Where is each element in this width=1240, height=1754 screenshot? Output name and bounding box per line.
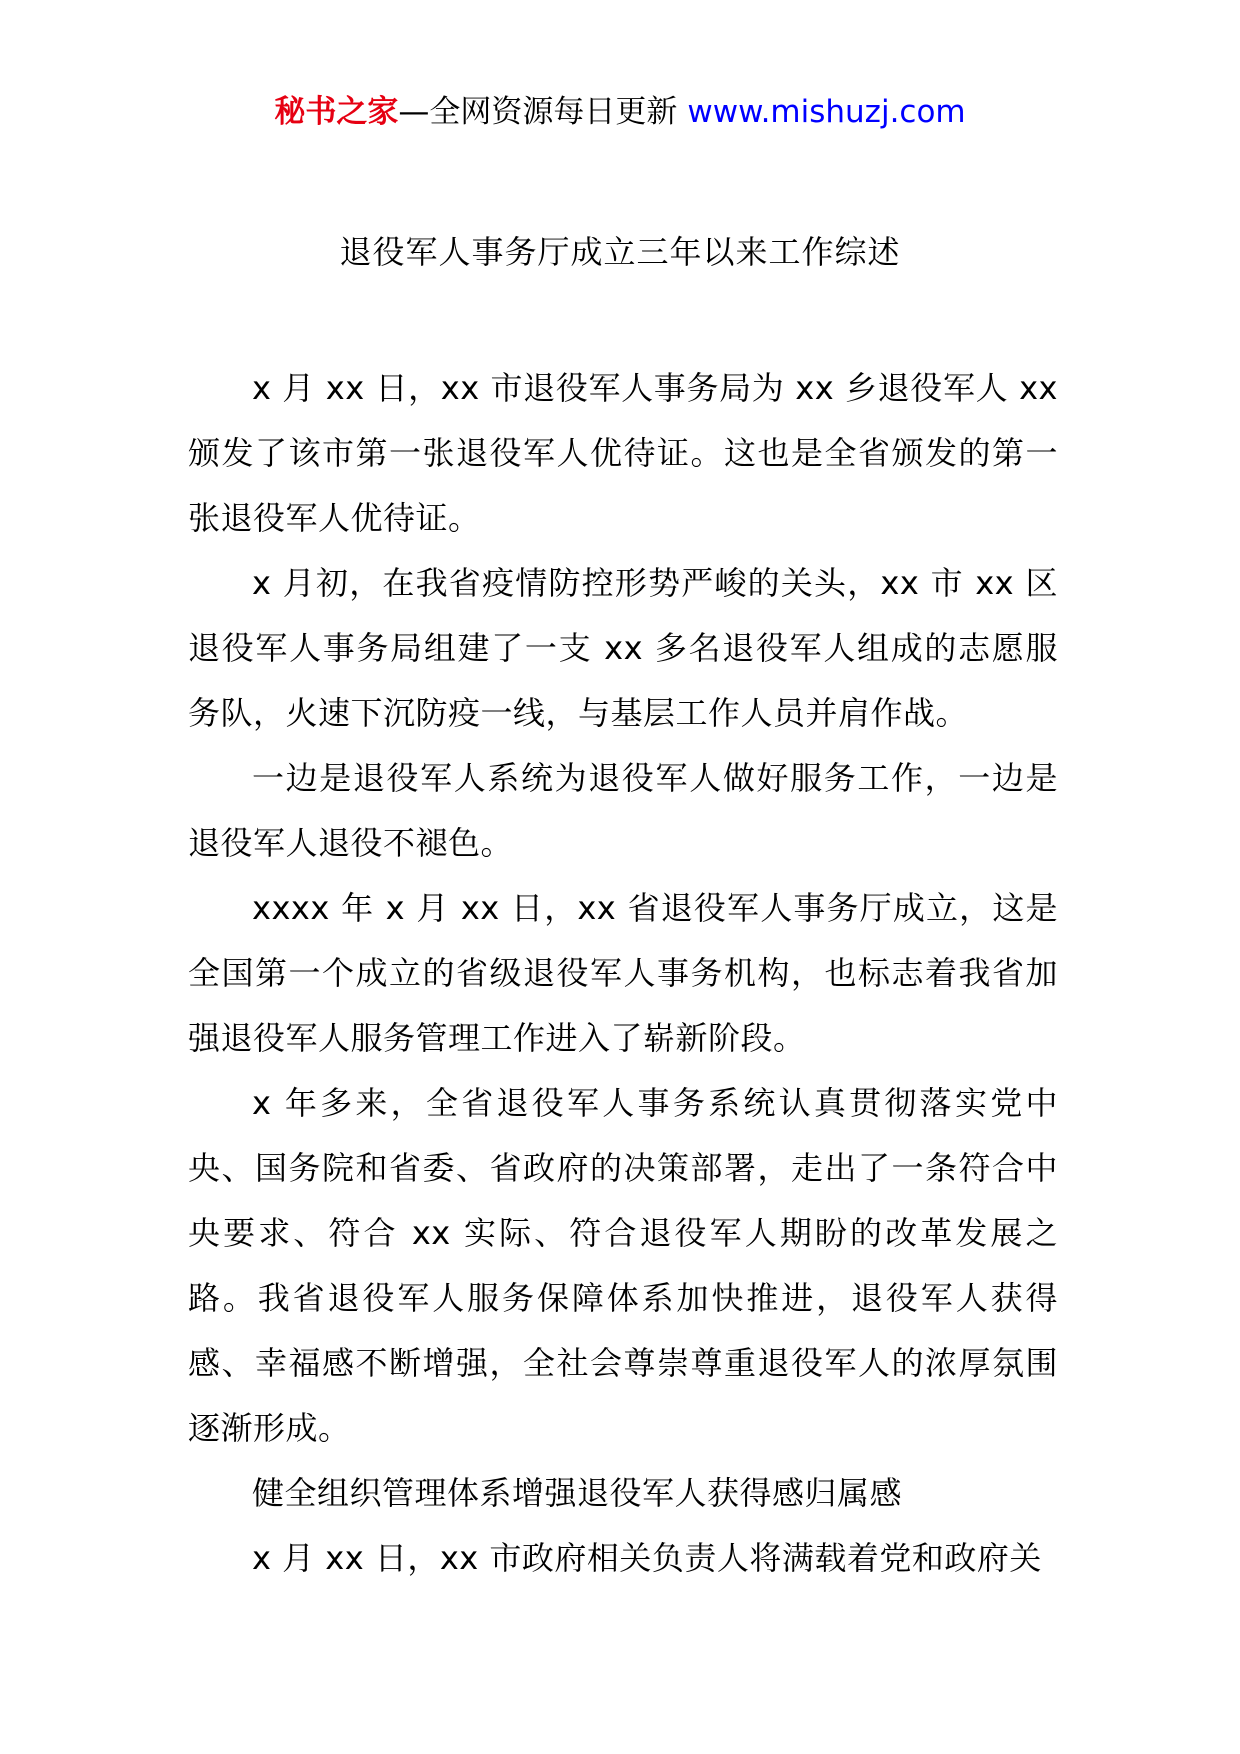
- paragraph: x 月 xx 日，xx 市政府相关负责人将满载着党和政府关: [252, 1539, 1042, 1577]
- section-heading: 健全组织管理体系增强退役军人获得感归属感: [252, 1474, 903, 1512]
- site-url-link[interactable]: www.mishuzj.com: [687, 94, 966, 130]
- paragraph: 一边是退役军人系统为退役军人做好服务工作，一边是退役军人退役不褪色。: [188, 759, 1058, 862]
- site-tagline: —全网资源每日更新: [398, 94, 678, 130]
- site-header: [0, 92, 1240, 132]
- document-title: 退役军人事务厅成立三年以来工作综述: [339, 233, 901, 271]
- site-brand: 秘书之家: [274, 94, 399, 130]
- paragraph: xxxx 年 x 月 xx 日，xx 省退役军人事务厅成立，这是全国第一个成立的省级退役军人事务机构，也标志着我省加强退役军人服务管理工作进入了崭新阶段。: [188, 889, 1058, 1057]
- paragraph: x 年多来，全省退役军人事务系统认真贯彻落实党中央、国务院和省委、省政府的决策部署，走出了一条符合中央要求、符合 xx 实际、符合退役军人期盼的改革发展之路。我省退役军人服务保障体系加快推进，退役军人获得感、幸福感不断增强，全社会尊崇尊重退役军人的浓厚氛围逐渐形成。: [188, 1084, 1058, 1447]
- document-body: [188, 356, 1058, 1591]
- paragraph: x 月 xx 日，xx 市退役军人事务局为 xx 乡退役军人 xx 颁发了该市第一张退役军人优待证。这也是全省颁发的第一张退役军人优待证。: [188, 369, 1058, 537]
- paragraph: x 月初，在我省疫情防控形势严峻的关头，xx 市 xx 区退役军人事务局组建了一支 xx 多名退役军人组成的志愿服务队，火速下沉防疫一线，与基层工作人员并肩作战。: [188, 564, 1058, 732]
